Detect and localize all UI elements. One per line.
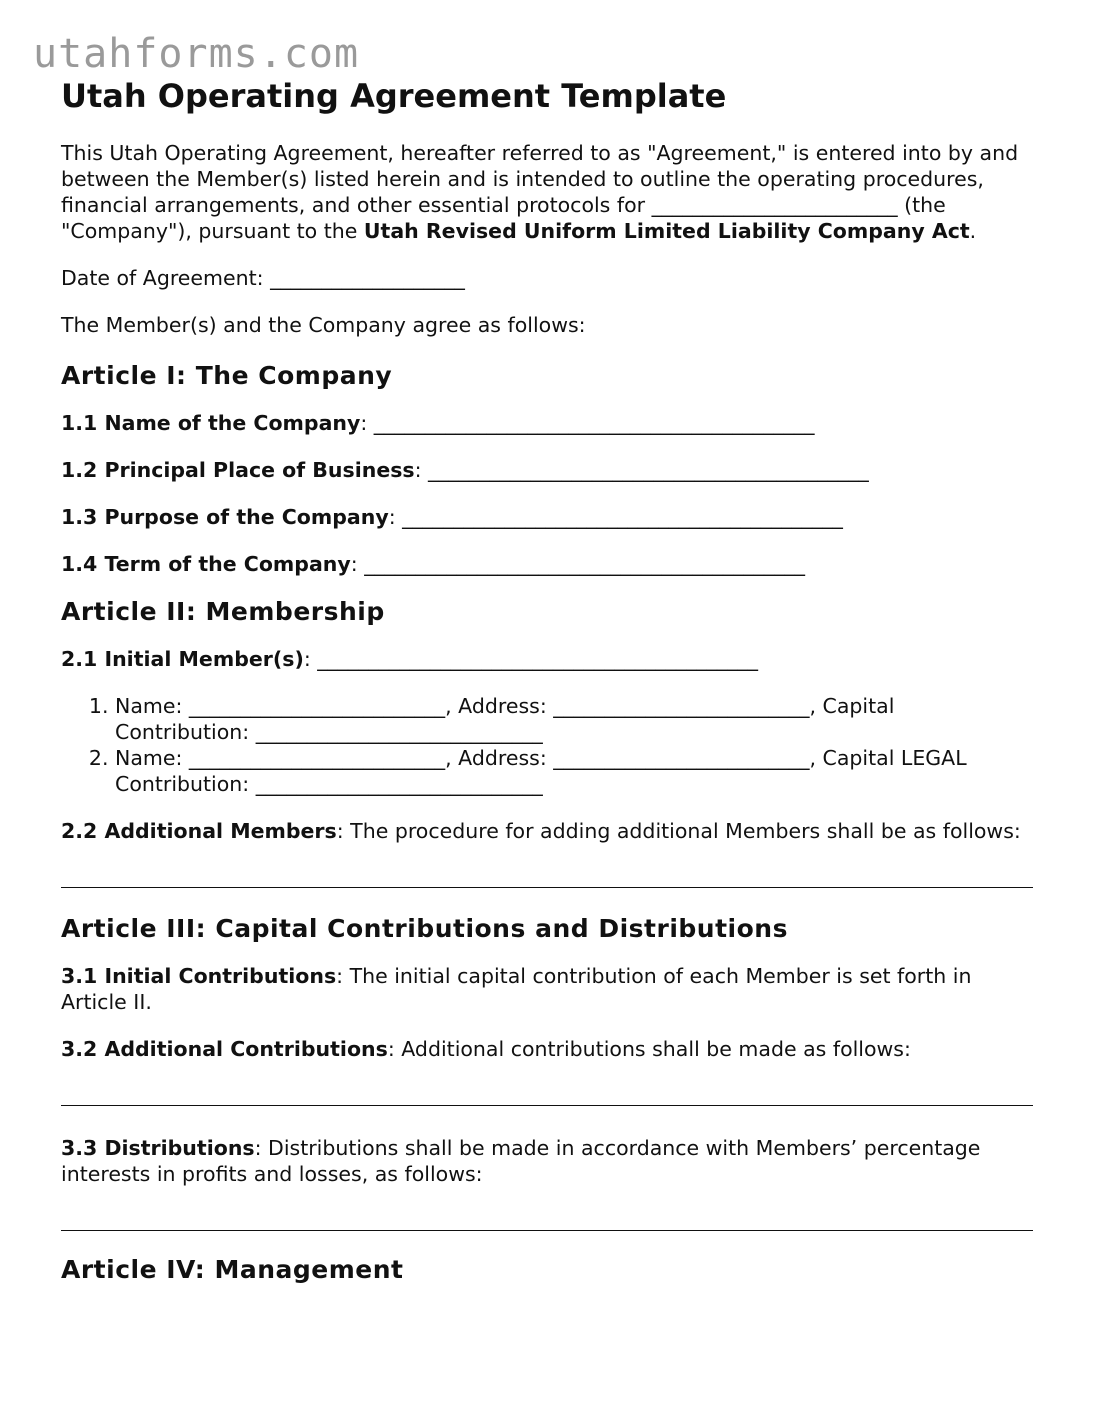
field-principal-place xyxy=(61,457,1033,483)
field-blank: : ___________________________________________ xyxy=(350,552,805,576)
field-label: 1.2 Principal Place of Business xyxy=(61,458,415,482)
site-watermark: utahforms.com xyxy=(33,31,360,77)
section-text: : Distributions shall be made in accordance with Members’ percentage interests in profits and losses, as follows: xyxy=(61,1136,981,1186)
field-label: 1.4 Term of the Company xyxy=(61,552,351,576)
document-title: Utah Operating Agreement Template xyxy=(61,77,727,115)
field-label: 1.1 Name of the Company xyxy=(61,411,361,435)
article-2-heading: Article II: Membership xyxy=(61,597,385,626)
member-entry-2: 2. Name: _________________________, Address: _________________________, Capital LEGAL Contribution: ____________________________ xyxy=(115,745,1033,797)
field-blank: : ___________________________________________ xyxy=(414,458,869,482)
act-name: Utah Revised Uniform Limited Liability Company Act xyxy=(363,219,970,243)
article-3-heading: Article III: Capital Contributions and Distributions xyxy=(61,914,788,943)
section-label: 2.2 Additional Members xyxy=(61,819,337,843)
blank-line-additional-members xyxy=(61,887,1033,888)
field-label: 1.3 Purpose of the Company xyxy=(61,505,389,529)
field-term xyxy=(61,551,1033,577)
section-text: : The procedure for adding additional Members shall be as follows: xyxy=(336,819,1021,843)
field-label: 2.1 Initial Member(s) xyxy=(61,647,304,671)
field-initial-members xyxy=(61,646,1033,672)
field-purpose xyxy=(61,504,1033,530)
section-label: 3.2 Additional Contributions xyxy=(61,1037,388,1061)
field-blank: : ___________________________________________ xyxy=(388,505,843,529)
agree-statement: The Member(s) and the Company agree as follows: xyxy=(61,313,586,337)
distributions-paragraph xyxy=(61,1135,1033,1187)
date-of-agreement: Date of Agreement: ___________________ xyxy=(61,266,465,290)
initial-contributions-paragraph xyxy=(61,963,1033,1015)
additional-contributions-paragraph xyxy=(61,1036,1033,1062)
blank-line-additional-contributions xyxy=(61,1105,1033,1106)
intro-paragraph xyxy=(61,140,1033,244)
member-entry-1: 1. Name: _________________________, Address: _________________________, Capital Contribution: ____________________________ xyxy=(115,693,1033,745)
document-page xyxy=(61,76,1033,1286)
article-4-heading: Article IV: Management xyxy=(61,1255,404,1284)
intro-text-2: . xyxy=(969,219,977,243)
blank-line-distributions xyxy=(61,1230,1033,1231)
field-company-name xyxy=(61,410,1033,436)
field-blank: : ___________________________________________ xyxy=(360,411,815,435)
section-label: 3.3 Distributions xyxy=(61,1136,255,1160)
section-text: : Additional contributions shall be made as follows: xyxy=(387,1037,911,1061)
article-1-heading: Article I: The Company xyxy=(61,361,393,390)
intro-text-1: This Utah Operating Agreement, hereafter referred to as "Agreement," is entered into by and between the Member(s) listed herein and is intended to outline the operating procedures, financial arrangements, and other essential protocols for ________________________ (the "Company"), pursuant to the xyxy=(61,141,1019,243)
additional-members-paragraph xyxy=(61,818,1033,844)
members-list xyxy=(61,693,1033,797)
section-label: 3.1 Initial Contributions xyxy=(61,964,337,988)
section-text: : The initial capital contribution of each Member is set forth in Article II. xyxy=(61,964,972,1014)
field-blank: : ___________________________________________ xyxy=(303,647,759,671)
